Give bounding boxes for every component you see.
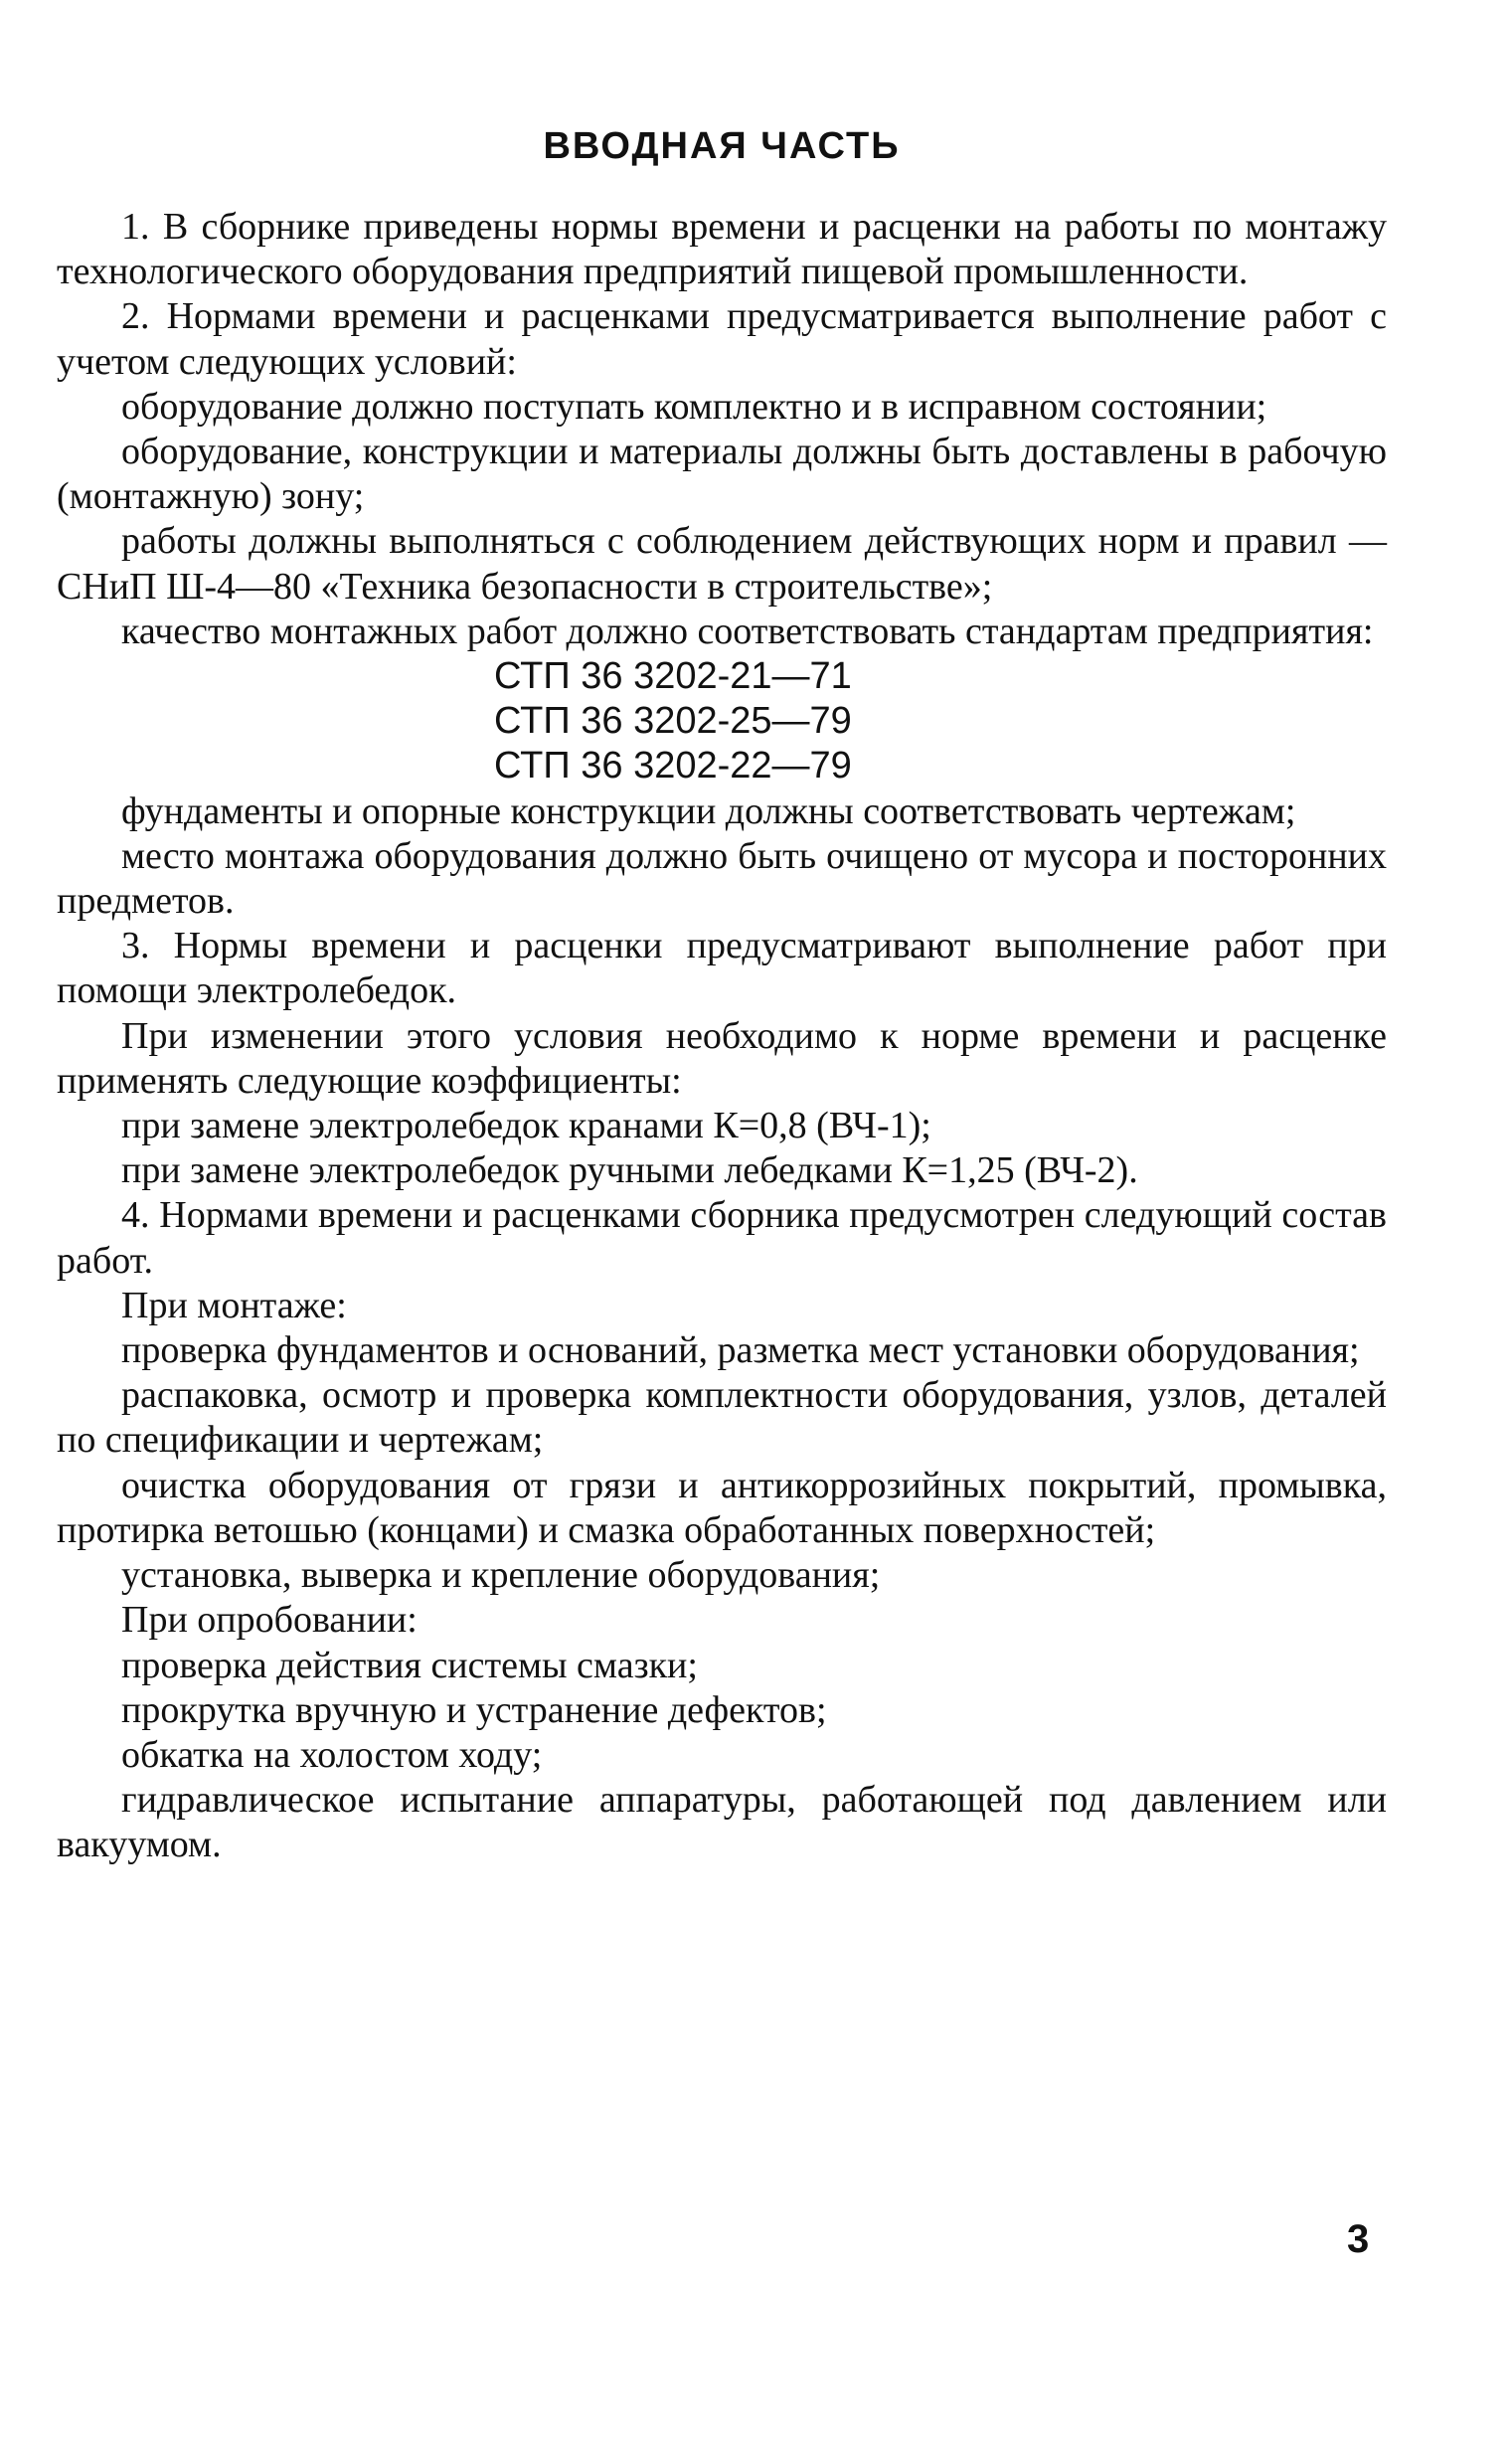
condition-item: место монтажа оборудования должно быть очищено от мусора и посторонних предметов. [57, 834, 1387, 923]
section-title: ВВОДНАЯ ЧАСТЬ [543, 125, 901, 167]
work-item: гидравлическое испытание аппаратуры, работающей под давлением или вакуумом. [57, 1779, 1387, 1866]
work-item: проверка фундаментов и оснований, разметка мест установки оборудования; [121, 1329, 1360, 1372]
paragraph-1: 1. В сборнике приведены нормы времени и расценки на работы по монтажу технологического оборудования предприятий пищевой промышленности. [57, 206, 1387, 293]
work-item: установка, выверка и крепление оборудования; [121, 1554, 881, 1597]
standard-code: СТП 36 3202-21—71 [494, 655, 852, 698]
condition-item: оборудование, конструкции и материалы должны быть доставлены в рабочую (монтажную) зону; [57, 431, 1387, 518]
coefficient-item: при замене электролебедок кранами К=0,8 (ВЧ-1); [121, 1105, 931, 1147]
paragraph-4: 4. Нормами времени и расценками сборника предусмотрен следующий состав работ. [57, 1194, 1387, 1282]
standard-code: СТП 36 3202-25—79 [494, 700, 852, 743]
subheading-testing: При опробовании: [121, 1599, 418, 1642]
paragraph-text: При изменении этого условия необходимо к норме времени и расценке применять следующие коэффициенты: [57, 1014, 1387, 1102]
paragraph-2: 2. Нормами времени и расценками предусматривается выполнение работ с учетом следующих условий: [57, 295, 1387, 383]
condition-item: работы должны выполняться с соблюдением действующих норм и правил — СНиП Ш-4—80 «Техника безопасности в строительстве»; [57, 520, 1387, 608]
page-number: 3 [1347, 2217, 1370, 2261]
coefficient-item: при замене электролебедок ручными лебедками К=1,25 (ВЧ-2). [121, 1149, 1138, 1192]
document-page [57, 127, 1387, 1868]
work-item: обкатка на холостом ходу; [121, 1733, 543, 1776]
standard-code: СТП 36 3202-22—79 [494, 745, 852, 787]
condition-item: фундаменты и опорные конструкции должны соответствовать чертежам; [121, 789, 1296, 832]
work-item: прокрутка вручную и устранение дефектов; [121, 1688, 827, 1731]
subheading-installation: При монтаже: [121, 1284, 347, 1326]
work-item: очистка оборудования от грязи и антикоррозийных покрытий, промывка, протирка ветошью (концами) и смазка обработанных поверхностей; [57, 1464, 1387, 1551]
standards-list [57, 654, 1387, 789]
condition-item: качество монтажных работ должно соответствовать стандартам предприятия: [121, 610, 1374, 652]
paragraph-3: 3. Нормы времени и расценки предусматривают выполнение работ при помощи электролебедок. [57, 925, 1387, 1012]
work-item: проверка действия системы смазки; [121, 1644, 698, 1686]
work-item: распаковка, осмотр и проверка комплектности оборудования, узлов, деталей по спецификации и чертежам; [57, 1374, 1387, 1462]
condition-item: оборудование должно поступать комплектно и в исправном состоянии; [121, 385, 1267, 428]
